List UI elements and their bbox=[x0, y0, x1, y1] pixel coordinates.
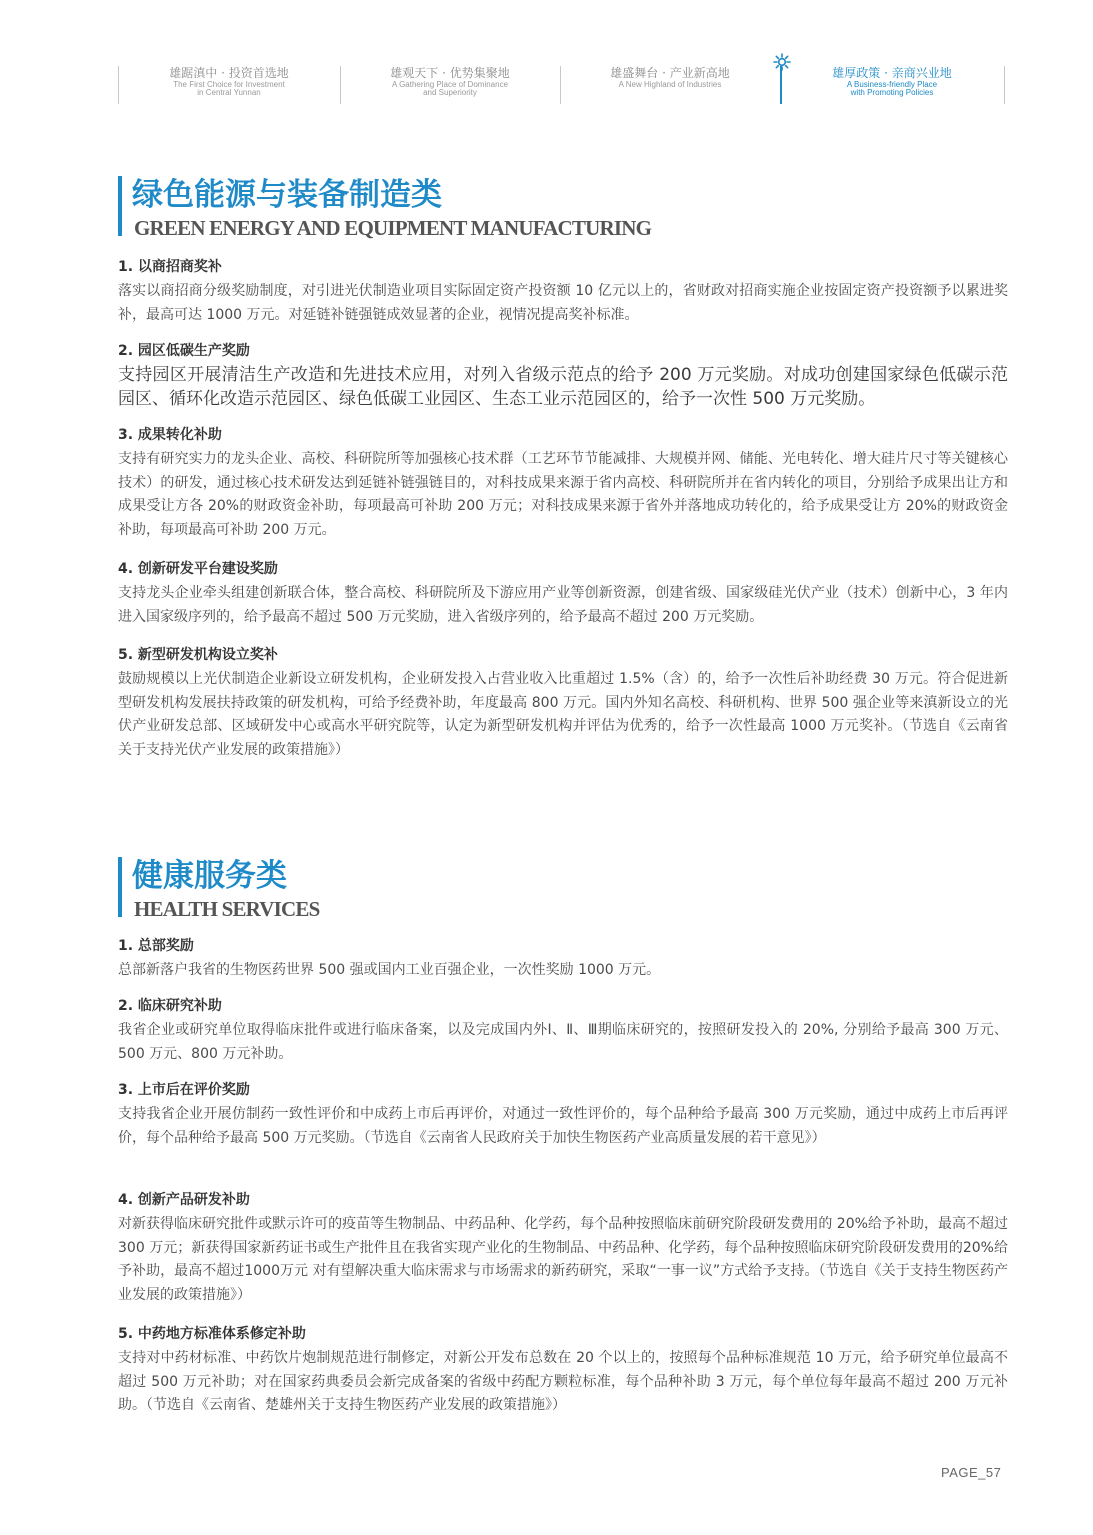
nav-item-zh: 雄踞滇中 · 投资首选地 bbox=[169, 66, 289, 80]
nav-separator bbox=[118, 66, 119, 104]
section-title: 绿色能源与装备制造类 bbox=[132, 177, 442, 213]
policy-item bbox=[118, 426, 1008, 542]
policy-body: 支持对中药材标准、中药饮片炮制规范进行制修定，对新公开发布总数在 20 个以上的，按照每个品种标准规范 10 万元，给予研究单位最高不超过 500 万元补助；对在国家药典委员会新完成备案的省级中药配方颗粒标准，每个品种补助 3 万元，每个单位每年最高不超过 200 万元补助。（节选自《云南省、楚雄州关于支持生物医药产业发展的政策措施》） bbox=[118, 1350, 1008, 1413]
policy-item bbox=[118, 1191, 1008, 1307]
policy-heading: 2. 园区低碳生产奖励 bbox=[118, 343, 250, 359]
nav-end-separator bbox=[1004, 66, 1005, 104]
nav-item-en: with Promoting Policies bbox=[850, 88, 934, 97]
nav-separator bbox=[560, 66, 561, 104]
top-nav bbox=[118, 66, 1008, 104]
nav-item-en: in Central Yunnan bbox=[197, 88, 261, 97]
policy-body: 总部新落户我省的生物医药世界 500 强或国内工业百强企业，一次性奖励 1000 万元。 bbox=[118, 962, 661, 978]
nav-item-zh: 雄厚政策 · 亲商兴业地 bbox=[832, 66, 952, 80]
nav-item-policies[interactable] bbox=[780, 66, 1004, 104]
policy-heading: 4. 创新研发平台建设奖励 bbox=[118, 561, 278, 577]
nav-separator bbox=[340, 66, 341, 104]
policy-body: 支持有研究实力的龙头企业、高校、科研院所等加强核心技术群（工艺环节节能减排、大规模并网、储能、光电转化、增大硅片尺寸等关键核心技术）的研发，通过核心技术研发达到延链补链强链目的，对科技成果来源于省内高校、科研院所并在省内转化的项目，分别给予成果出让方和成果受让方各 20%的财政资金补助，每项最高可补助 200 万元；对科技成果来源于省外并落地成功转化的，给予成果受让方 20%的财政资金补助，每项最高可补助 200 万元。 bbox=[118, 451, 1008, 538]
sun-icon bbox=[773, 53, 791, 71]
policy-body: 我省企业或研究单位取得临床批件或进行临床备案，以及完成国内外Ⅰ、Ⅱ、Ⅲ期临床研究的，按照研发投入的 20%, 分别给予最高 300 万元、500 万元、800 万元补助。 bbox=[118, 1022, 1008, 1062]
policy-heading: 5. 新型研发机构设立奖补 bbox=[118, 647, 278, 663]
nav-item-industries[interactable] bbox=[560, 66, 780, 104]
nav-item-en: The First Choice for Investment bbox=[173, 80, 285, 89]
nav-item-zh: 雄观天下 · 优势集聚地 bbox=[390, 66, 510, 80]
nav-separator bbox=[780, 66, 782, 104]
policy-item bbox=[118, 1081, 1008, 1150]
section-subtitle: GREEN ENERGY AND EQUIPMENT MANUFACTURING bbox=[134, 216, 652, 240]
policy-item bbox=[118, 1325, 1008, 1418]
policy-item bbox=[118, 560, 1008, 629]
policy-body: 支持园区开展清洁生产改造和先进技术应用，对列入省级示范点的给予 200 万元奖励。对成功创建国家绿色低碳示范园区、循环化改造示范园区、绿色低碳工业园区、生态工业示范园区的，给予一次性 500 万元奖励。 bbox=[118, 365, 1008, 409]
section-subtitle: HEALTH SERVICES bbox=[134, 897, 320, 921]
policy-heading: 1. 以商招商奖补 bbox=[118, 259, 222, 275]
nav-item-en: and Superiority bbox=[423, 88, 477, 97]
nav-item-en: A Gathering Place of Dominance bbox=[391, 80, 509, 89]
section-green-energy bbox=[118, 176, 1008, 776]
section-accent-bar bbox=[118, 857, 122, 917]
section-title: 健康服务类 bbox=[132, 858, 287, 894]
nav-item-en: A New Highland of Industries bbox=[618, 80, 722, 89]
policy-item bbox=[118, 997, 1008, 1066]
policy-heading: 2. 临床研究补助 bbox=[118, 998, 222, 1014]
policy-body: 落实以商招商分级奖励制度，对引进光伏制造业项目实际固定资产投资额 10 亿元以上的，省财政对招商实施企业按固定资产投资额予以累进奖补，最高可达 1000 万元。对延链补链强链成效显著的企业，视情况提高奖补标准。 bbox=[118, 283, 1008, 323]
nav-item-dominance[interactable] bbox=[340, 66, 560, 104]
policy-item bbox=[118, 258, 1008, 327]
section-accent-bar bbox=[118, 176, 122, 236]
page-number: PAGE_57 bbox=[941, 1465, 1002, 1480]
policy-body: 支持龙头企业牵头组建创新联合体，整合高校、科研院所及下游应用产业等创新资源，创建省级、国家级硅光伏产业（技术）创新中心，3 年内进入国家级序列的，给予最高不超过 500 万元奖励，进入省级序列的，给予最高不超过 200 万元奖励。 bbox=[118, 585, 1008, 625]
nav-item-zh: 雄盛舞台 · 产业新高地 bbox=[610, 66, 730, 80]
policy-heading: 1. 总部奖励 bbox=[118, 938, 194, 954]
policy-heading: 5. 中药地方标准体系修定补助 bbox=[118, 1326, 306, 1342]
nav-item-en: A Business-friendly Place bbox=[846, 80, 938, 89]
nav-item-investment[interactable] bbox=[118, 66, 340, 104]
policy-body: 鼓励规模以上光伏制造企业新设立研发机构，企业研发投入占营业收入比重超过 1.5%（含）的，给予一次性后补助经费 30 万元。符合促进新型研发机构发展扶持政策的研发机构，可给予经费补助，年度最高 800 万元。国内外知名高校、科研机构、世界 500 强企业等来滇新设立的光伏产业研发总部、区域研发中心或高水平研究院等，认定为新型研发机构并评估为优秀的，给予一次性最高 1000 万元奖补。（节选自《云南省关于支持光伏产业发展的政策措施》） bbox=[118, 671, 1008, 758]
section-health-services bbox=[118, 857, 1008, 1437]
policy-heading: 3. 上市后在评价奖励 bbox=[118, 1082, 250, 1098]
policy-item bbox=[118, 342, 1008, 411]
policy-body: 对新获得临床研究批件或默示许可的疫苗等生物制品、中药品种、化学药，每个品种按照临床前研究阶段研发费用的 20%给予补助，最高不超过 300 万元；新获得国家新药证书或生产批件且在我省实现产业化的生物制品、中药品种、化学药，每个品种按照临床研究阶段研发费用的20%给予补助，最高不超过1000万元 对有望解决重大临床需求与市场需求的新药研究，采取“一事一议”方式给予支持。（节选自《关于支持生物医药产业发展的政策措施》） bbox=[118, 1216, 1008, 1303]
policy-heading: 4. 创新产品研发补助 bbox=[118, 1192, 250, 1208]
policy-body: 支持我省企业开展仿制药一致性评价和中成药上市后再评价，对通过一致性评价的，每个品种给予最高 300 万元奖励，通过中成药上市后再评价，每个品种给予最高 500 万元奖励。（节选自《云南省人民政府关于加快生物医药产业高质量发展的若干意见》） bbox=[118, 1106, 1008, 1146]
policy-heading: 3. 成果转化补助 bbox=[118, 427, 222, 443]
policy-item bbox=[118, 646, 1008, 762]
policy-item bbox=[118, 937, 1008, 983]
